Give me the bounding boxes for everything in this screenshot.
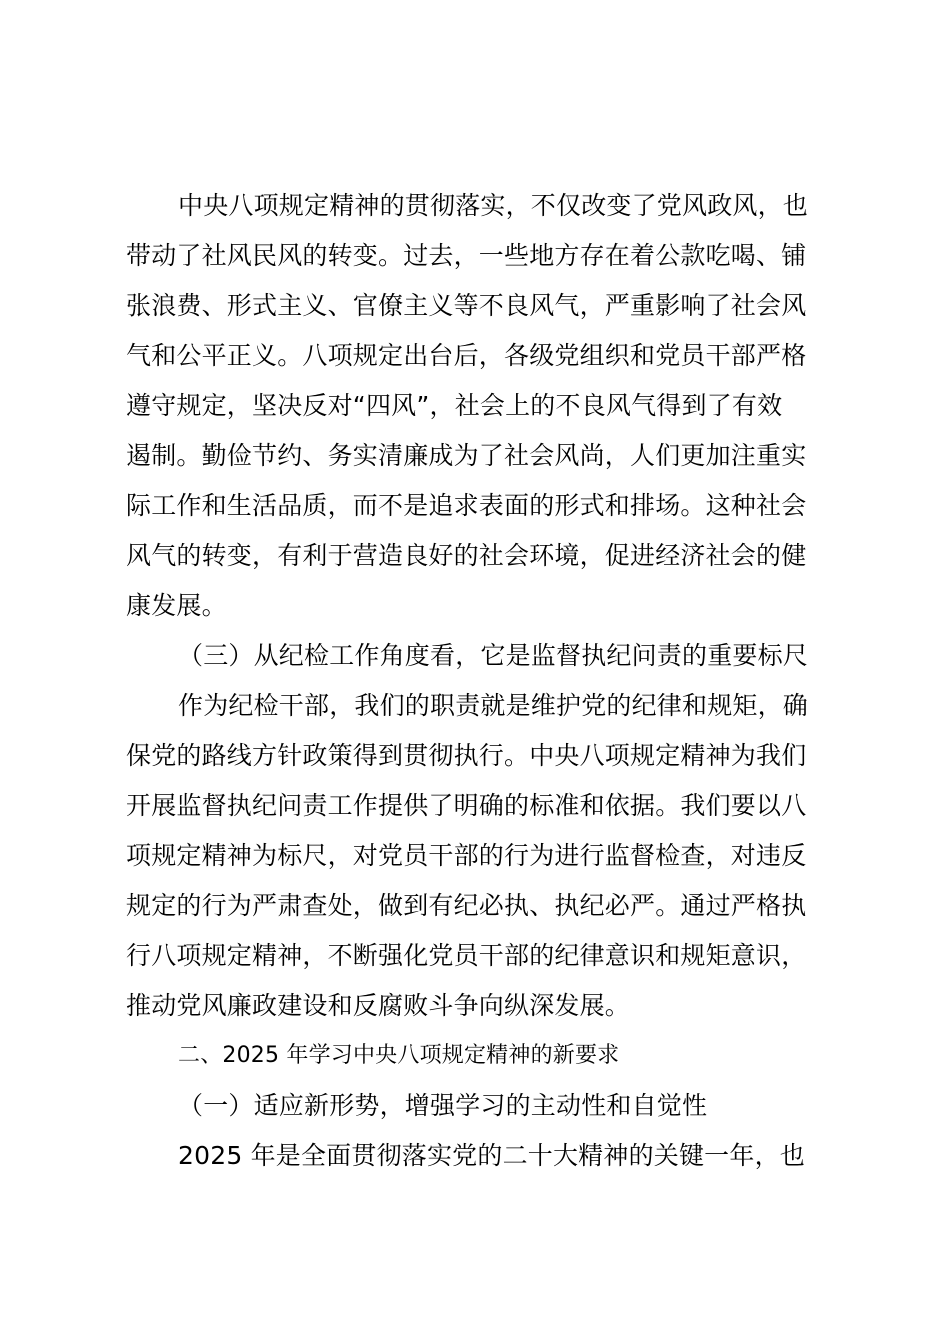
paragraph-line: 张浪费、形式主义、官僚主义等不良风气，严重影响了社会风 [126,291,807,320]
paragraph-line: 2025 年是全面贯彻落实党的二十大精神的关键一年，也 [178,1141,805,1170]
paragraph-line: 行八项规定精神，不断强化党员干部的纪律意识和规矩意识， [126,941,807,970]
paragraph-line: 推动党风廉政建设和反腐败斗争向纵深发展。 [126,991,631,1020]
paragraph-line: 开展监督执纪问责工作提供了明确的标准和依据。我们要以八 [126,791,807,820]
paragraph-line: 遏制。勤俭节约、务实清廉成为了社会风尚，人们更加注重实 [126,441,807,470]
section-heading: （三）从纪检工作角度看，它是监督执纪问责的重要标尺 [178,641,809,670]
paragraph-line: 保党的路线方针政策得到贯彻执行。中央八项规定精神为我们 [126,741,807,770]
paragraph-line: 康发展。 [126,591,227,620]
paragraph-line: 气和公平正义。八项规定出台后，各级党组织和党员干部严格 [126,341,807,370]
paragraph-line: 带动了社风民风的转变。过去，一些地方存在着公款吃喝、铺 [126,241,807,270]
paragraph-line: 遵守规定，坚决反对“四风”，社会上的不良风气得到了有效 [126,391,783,420]
paragraph-line: 项规定精神为标尺，对党员干部的行为进行监督检查，对违反 [126,841,807,870]
paragraph-line: 规定的行为严肃查处，做到有纪必执、执纪必严。通过严格执 [126,891,807,920]
chapter-heading: 二、2025 年学习中央八项规定精神的新要求 [178,1043,620,1068]
paragraph-line: 中央八项规定精神的贯彻落实，不仅改变了党风政风，也 [178,191,809,220]
paragraph-line: 风气的转变，有利于营造良好的社会环境，促进经济社会的健 [126,541,807,570]
paragraph-line: 际工作和生活品质，而不是追求表面的形式和排场。这种社会 [126,491,807,520]
section-heading: （一）适应新形势，增强学习的主动性和自觉性 [178,1091,708,1120]
paragraph-line: 作为纪检干部，我们的职责就是维护党的纪律和规矩，确 [178,691,809,720]
